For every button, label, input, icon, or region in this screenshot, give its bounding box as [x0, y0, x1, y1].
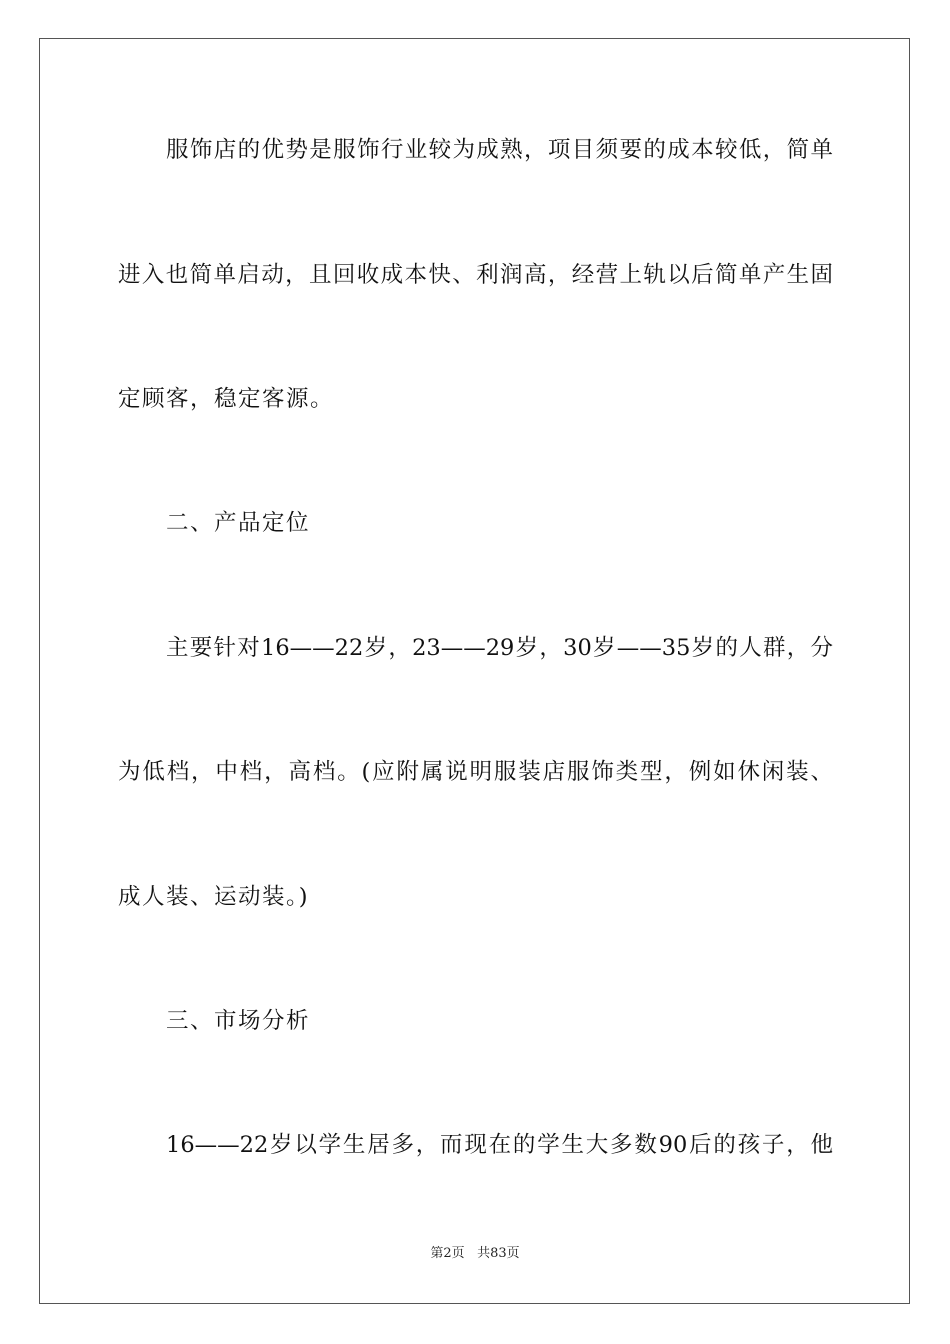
- body-line-7: 成人装、运动装。): [118, 884, 310, 910]
- total-pages: 共83页: [477, 1246, 520, 1261]
- body-line-3: 定顾客，稳定客源。: [118, 386, 335, 412]
- page-footer: [0, 1245, 950, 1263]
- page-border: [39, 38, 910, 1304]
- body-line-6: 为低档，中档，高档。(应附属说明服装店服饰类型，例如休闲装、: [118, 759, 833, 785]
- section-heading-market-analysis: 三、市场分析: [166, 1008, 311, 1034]
- page-number: 第2页: [430, 1246, 465, 1261]
- section-heading-product-positioning: 二、产品定位: [166, 510, 311, 536]
- body-line-1: 服饰店的优势是服饰行业较为成熟，项目须要的成本较低，简单: [166, 137, 833, 163]
- body-line-5: 主要针对16——22岁，23——29岁，30岁——35岁的人群，分: [166, 635, 833, 661]
- body-line-9: 16——22岁以学生居多，而现在的学生大多数90后的孩子，他: [166, 1132, 833, 1158]
- body-line-2: 进入也简单启动，且回收成本快、利润高，经营上轨以后简单产生固: [118, 262, 833, 288]
